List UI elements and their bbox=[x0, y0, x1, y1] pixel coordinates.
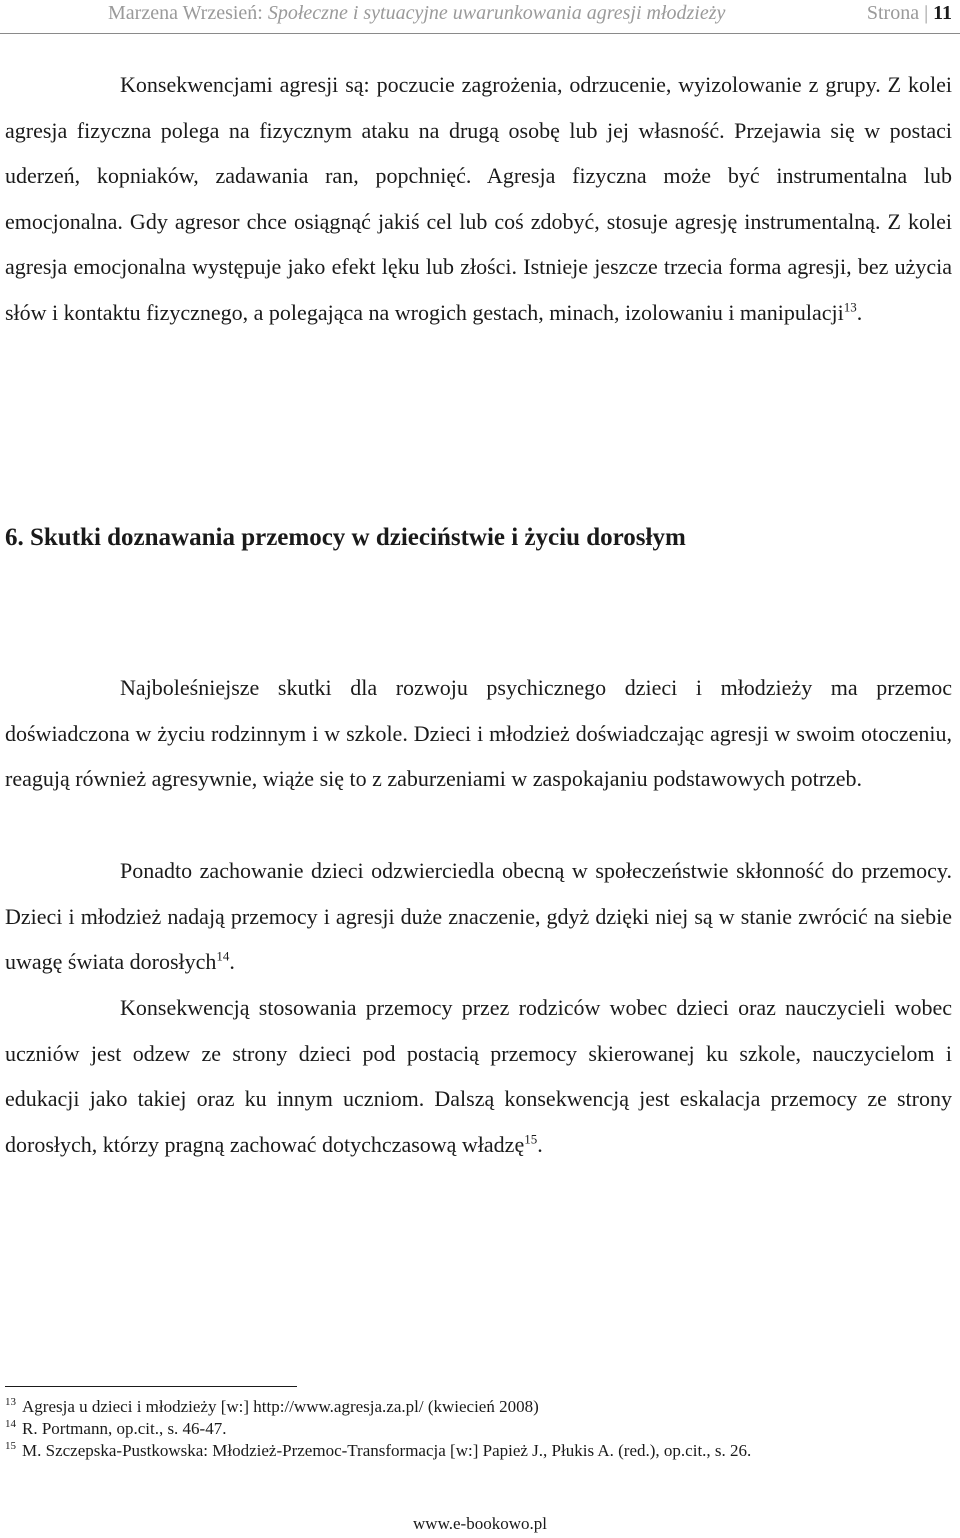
paragraph-1 bbox=[5, 62, 952, 336]
footnote-text: M. Szczepska-Pustkowska: Młodzież-Przemoc-Transformacja [w:] Papież J., Płukis A. (red.), op.cit., s. 26. bbox=[22, 1441, 752, 1460]
footnote-ref-15[interactable]: 15 bbox=[524, 1131, 538, 1147]
paragraph-3 bbox=[5, 848, 952, 985]
page-indicator bbox=[867, 2, 952, 25]
paragraph-1-text: Konsekwencjami agresji są: poczucie zagrożenia, odrzucenie, wyizolowanie z grupy. Z kolei agresja fizyczna polega na fizycznym ataku na drugą osobę lub jej własność. Przejawia się w postaci uderzeń, kopniaków, zadawania ran, popchnięć. Agresja fizyczna może być instrumentalna lub emocjonalna. Gdy agresor chce osiągnąć jakiś cel lub coś zdobyć, stosuje agresję instrumentalną. Z kolei agresja emocjonalna występuje jako efekt lęku lub złości. Istnieje jeszcze trzecia forma agresji, bez użycia słów i kontaktu fizycznego, bbox=[5, 72, 952, 325]
paragraph-3-text: Ponadto zachowanie dzieci odzwierciedla obecną w społeczeństwie skłonność do przemocy. Dzieci i młodzież nadają przemocy i agresji duże znaczenie, gdyż dzięki niej są w stanie zwrócić na siebie uwagę świata dorosłych bbox=[5, 858, 952, 975]
section-heading: 6. Skutki doznawania przemocy w dzieciństwie i życiu dorosłym bbox=[5, 524, 686, 551]
paragraph-1-text-b: a polegająca na wrogich gestach, minach, izolowaniu i manipulacji bbox=[253, 299, 844, 325]
footnote-number: 13 bbox=[5, 1396, 16, 1409]
footnote-15 bbox=[5, 1440, 952, 1462]
footnote-ref-14[interactable]: 14 bbox=[216, 948, 230, 964]
header-title: Społeczne i sytuacyjne uwarunkowania agresji młodzieży bbox=[267, 2, 726, 24]
paragraph-2 bbox=[5, 665, 952, 802]
footnote-divider bbox=[5, 1386, 297, 1387]
footnotes bbox=[5, 1396, 952, 1462]
footnote-13 bbox=[5, 1396, 952, 1418]
header-divider bbox=[0, 33, 960, 34]
page-header bbox=[0, 0, 960, 36]
page-label: Strona | bbox=[866, 2, 929, 24]
footnote-ref-13[interactable]: 13 bbox=[843, 299, 857, 315]
header-author: Marzena Wrzesień: bbox=[108, 2, 263, 24]
paragraph-4-text: Konsekwencją stosowania przemocy przez rodziców wobec dzieci oraz nauczycieli wobec uczniów jest odzew ze strony dzieci pod postacią przemocy skierowanej ku szkole, nauczycielom i edukacji jako takiej oraz ku innym uczniom. Dalszą konsekwencją jest eskalacja przemocy ze strony dorosłych, którzy pragną zachować dotychczasową władzę bbox=[5, 995, 952, 1157]
paragraph-4 bbox=[5, 985, 952, 1167]
footer-url[interactable]: www.e-bookowo.pl bbox=[413, 1514, 547, 1533]
footnote-14 bbox=[5, 1418, 952, 1440]
paragraph-4-end: . bbox=[537, 1131, 543, 1157]
running-title bbox=[108, 2, 725, 25]
page-number: 11 bbox=[933, 2, 952, 24]
paragraph-2-text: Najboleśniejsze skutki dla rozwoju psychicznego dzieci i młodzieży ma przemoc doświadczona w życiu rodzinnym i w szkole. Dzieci i młodzież doświadczając agresji w swoim otoczeniu, reagują również agresywnie, wiąże się to z zaburzeniami w zaspokajaniu podstawowych potrzeb. bbox=[5, 675, 952, 792]
footnote-number: 14 bbox=[5, 1418, 16, 1431]
paragraph-3-end: . bbox=[229, 949, 235, 975]
footnote-text: Agresja u dzieci i młodzieży [w:] http://www.agresja.za.pl/ (kwiecień 2008) bbox=[22, 1397, 539, 1416]
paragraph-1-end: . bbox=[856, 299, 863, 325]
footnote-number: 15 bbox=[5, 1440, 16, 1453]
footnote-text: R. Portmann, op.cit., s. 46-47. bbox=[22, 1419, 227, 1438]
